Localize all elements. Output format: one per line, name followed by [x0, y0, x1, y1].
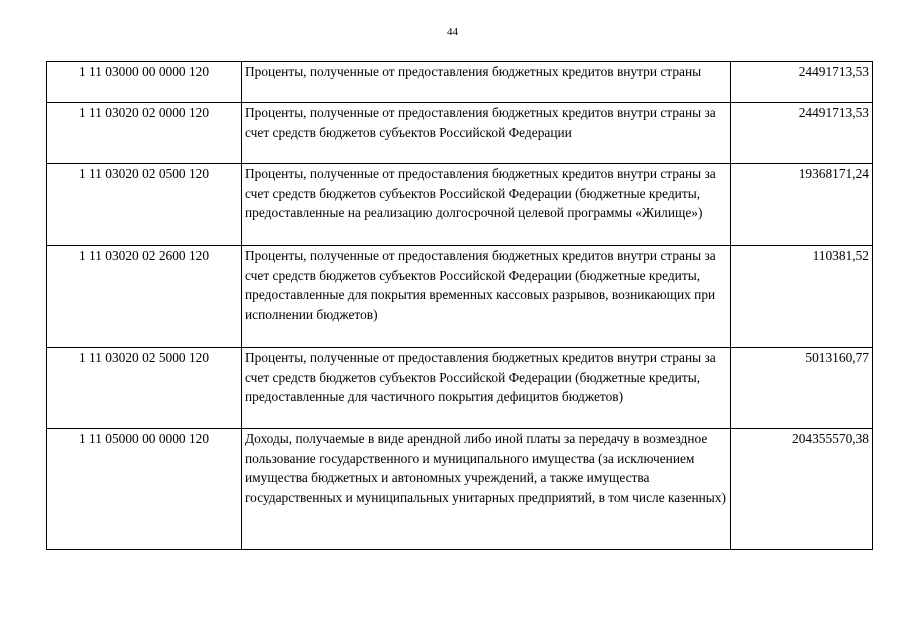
amount-value: 19368171,24 [731, 164, 873, 246]
income-description: Проценты, полученные от предоставления бюджетных кредитов внутри страны за счет средств бюджетов субъектов Российской Федерации (бюджетные кредиты, предоставленные для частичного покрытия дефицитов бюджетов) [242, 348, 731, 429]
table-row [47, 246, 873, 348]
table-row [47, 429, 873, 550]
income-description: Проценты, полученные от предоставления бюджетных кредитов внутри страны за счет средств бюджетов субъектов Российской Федерации (бюджетные кредиты, предоставленные на реализацию долгосрочной целевой программы «Жилище») [242, 164, 731, 246]
amount-value: 110381,52 [731, 246, 873, 348]
income-description: Проценты, полученные от предоставления бюджетных кредитов внутри страны за счет средств бюджетов субъектов Российской Федерации (бюджетные кредиты, предоставленные для покрытия временных кассовых разрывов, возникающих при исполнении бюджетов) [242, 246, 731, 348]
budget-code: 1 11 03020 02 0000 120 [47, 103, 242, 164]
budget-code: 1 11 03020 02 2600 120 [47, 246, 242, 348]
amount-value: 24491713,53 [731, 62, 873, 103]
budget-code: 1 11 03000 00 0000 120 [47, 62, 242, 103]
budget-code: 1 11 03020 02 5000 120 [47, 348, 242, 429]
amount-value: 204355570,38 [731, 429, 873, 550]
budget-code: 1 11 03020 02 0500 120 [47, 164, 242, 246]
table-row [47, 164, 873, 246]
table-row [47, 103, 873, 164]
table-row [47, 62, 873, 103]
amount-value: 24491713,53 [731, 103, 873, 164]
income-description: Проценты, полученные от предоставления бюджетных кредитов внутри страны [242, 62, 731, 103]
income-description: Проценты, полученные от предоставления бюджетных кредитов внутри страны за счет средств бюджетов субъектов Российской Федерации [242, 103, 731, 164]
budget-code: 1 11 05000 00 0000 120 [47, 429, 242, 550]
amount-value: 5013160,77 [731, 348, 873, 429]
table-row [47, 348, 873, 429]
page-number: 44 [447, 26, 458, 38]
budget-table [46, 61, 873, 550]
income-description: Доходы, получаемые в виде арендной либо иной платы за передачу в возмездное пользование государственного и муниципального имущества (за исключением имущества бюджетных и автономных учреждений, а также имущества государственных и муниципальных унитарных предприятий, в том числе казенных) [242, 429, 731, 550]
